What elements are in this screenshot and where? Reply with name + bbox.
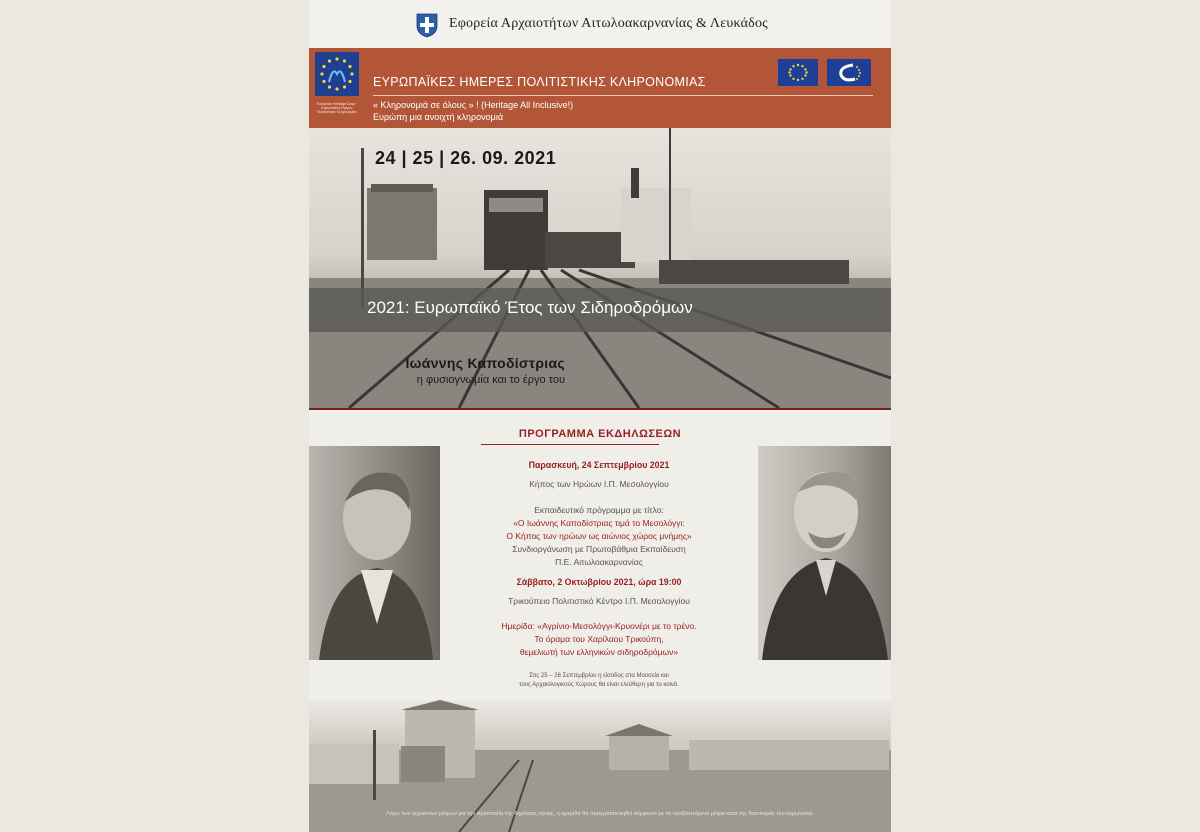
program-title: ΠΡΟΓΡΑΜΜΑ ΕΚΔΗΛΩΣΕΩΝ [518, 428, 682, 440]
old-station-photo [309, 700, 891, 832]
year-title: 2021: Ευρωπαϊκό Έτος των Σιδηροδρόμων [367, 298, 693, 317]
banner-title: ΕΥΡΩΠΑΪΚΕΣ ΗΜΕΡΕΣ ΠΟΛΙΤΙΣΤΙΚΗΣ ΚΛΗΡΟΝΟΜΙΑΣ [373, 75, 706, 89]
day2-date: Σάββατο, 2 Οκτωβρίου 2021, ώρα 19:00 [516, 577, 682, 587]
free-entry-note-2: τους Αρχαιολογικούς Χώρους θα είναι ελεύθερη για το κοινό. [519, 682, 679, 688]
banner-divider [373, 95, 873, 96]
authority-name: Εφορεία Αρχαιοτήτων Αιτωλοακαρνανίας & Λευκάδος [449, 16, 768, 31]
european-heritage-days-logo [315, 52, 359, 96]
section-divider [309, 408, 891, 410]
event-poster [309, 0, 891, 832]
heritage-days-banner [309, 48, 891, 128]
event-dates: 24 | 25 | 26. 09. 2021 [375, 148, 557, 168]
greek-emblem-icon [415, 12, 439, 38]
council-of-europe-icon [827, 59, 871, 86]
free-entry-note-1: Στις 25 – 26 Σεπτεμβρίου η είσοδος στα Μουσεία και [529, 673, 669, 679]
logo-caption: European Heritage Days · Ευρωπαϊκές Ημέρες Πολιτιστικής Κληρονομιάς [316, 102, 358, 114]
banner-subtitle-2: Ευρώπη μια ανοιχτή κληρονομιά [373, 112, 504, 122]
year-title-band [309, 288, 891, 332]
railway-station-photo [309, 128, 891, 408]
day1-date: Παρασκευή, 24 Σεπτεμβρίου 2021 [528, 460, 670, 470]
trikoupis-portrait [758, 446, 891, 660]
health-measures-note: Λόγω των ισχυόντων μέτρων για την προστασία της δημόσιας υγείας, η ημερίδα θα πραγματοποιηθεί σύμφωνα με τα προβλεπόμενα μέτρα κατά της διασποράς του κορωνοϊού. [386, 811, 814, 817]
day2-line-3: θεμελιωτή των ελληνικών σιδηροδρόμων» [519, 647, 679, 657]
day2-line-2: Το όραμα του Χαρίλαου Τρικούπη, [534, 634, 664, 644]
day1-line-3: Ο Κήπος των ηρώων ως αιώνιος χώρος μνήμης» [506, 531, 692, 541]
eu-flag-icon [778, 59, 818, 86]
day2-line-1: Ημερίδα: «Αγρίνιο-Μεσολόγγι-Κρυονέρι με το τρένο. [501, 621, 697, 631]
kapodistrias-portrait [309, 446, 440, 660]
day1-venue: Κήπος των Ηρώων Ι.Π. Μεσολογγίου [529, 479, 669, 489]
program-title-underline [481, 444, 659, 445]
eu-stars-icon [315, 52, 359, 96]
header-band [309, 0, 891, 48]
day1-line-5: Π.Ε. Αιτωλοακαρνανίας [555, 557, 643, 567]
person-name: Ιωάννης Καποδίστριας [405, 355, 565, 371]
day1-line-4: Συνδιοργάνωση με Πρωτοβάθμια Εκπαίδευση [512, 544, 686, 554]
banner-subtitle-1: « Κληρονομιά σε όλους » ! (Heritage All Inclusive!) [373, 100, 574, 110]
day1-line-1: Εκπαιδευτικό πρόγραμμα με τίτλο: [534, 505, 664, 515]
day1-line-2: «Ο Ιωάννης Καποδίστριας τιμά το Μεσολόγγι: [513, 518, 685, 528]
day2-venue: Τρικούπειο Πολιτιστικό Κέντρο Ι.Π. Μεσολογγίου [508, 596, 690, 606]
person-subtitle: η φυσιογνωμία και το έργο του [416, 374, 565, 386]
